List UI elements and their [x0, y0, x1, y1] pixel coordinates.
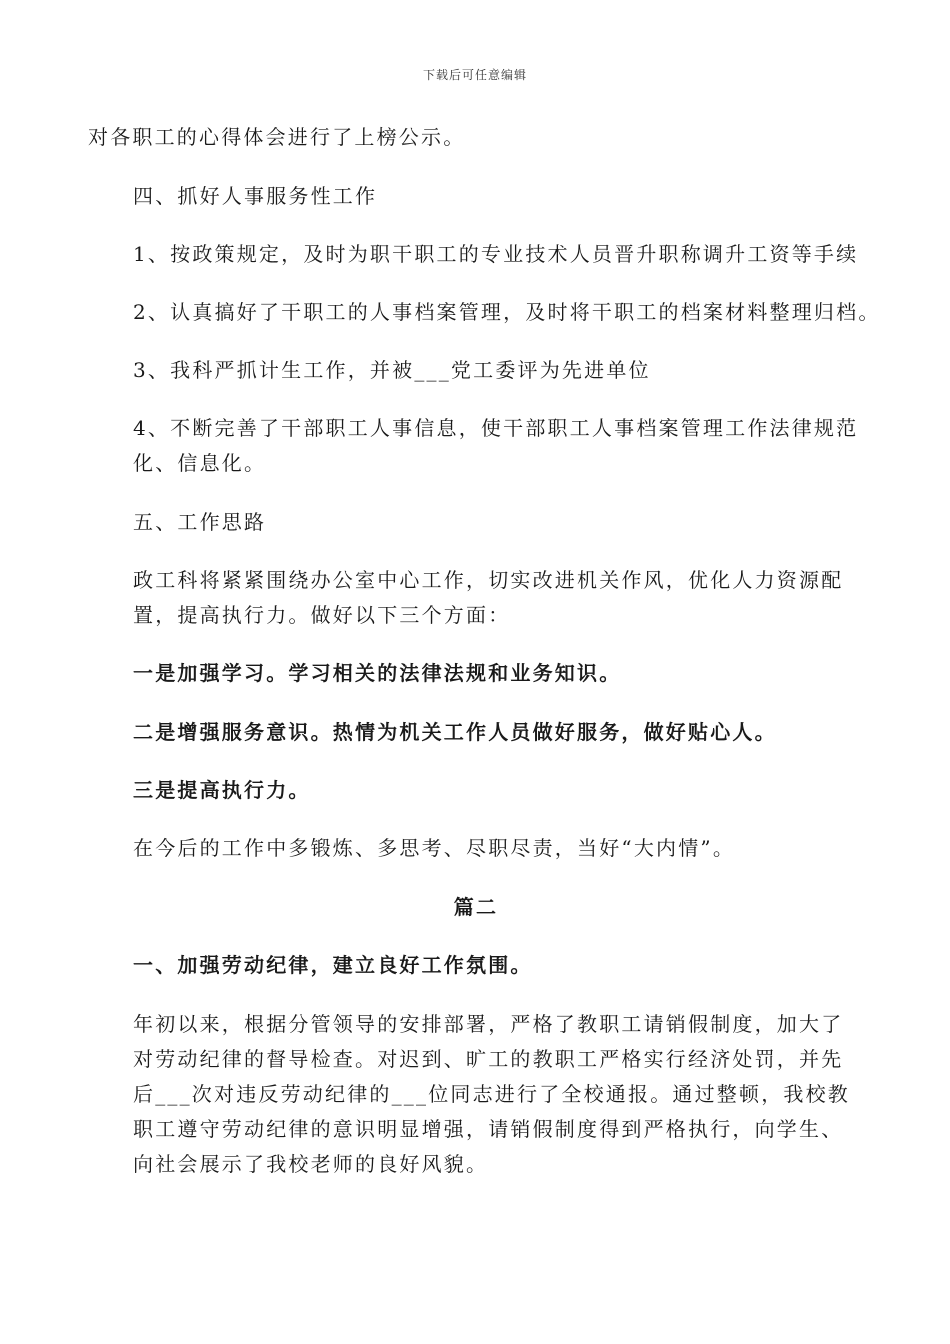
section-heading-5: 五、工作思路: [133, 510, 267, 534]
work-idea-paragraph: 政工科将紧紧围绕办公室中心工作，切实改进机关作风，优化人力资源配置，提高执行力。做好以下三个方面：: [133, 568, 844, 627]
item-3: 3、我科严抓计生工作，并被___党工委评为先进单位: [133, 358, 651, 382]
point-three: 三是提高执行力。: [133, 778, 311, 802]
item-1: 1、按政策规定，及时为职干职工的专业技术人员晋升职称调升工资等手续: [133, 242, 859, 266]
page-header: 下载后可任意编辑: [422, 68, 527, 82]
section-heading-1: 一、加强劳动纪律，建立良好工作氛围。: [133, 953, 533, 977]
document-body: [88, 120, 881, 1182]
point-two: 二是增强服务意识。热情为机关工作人员做好服务，做好贴心人。: [133, 720, 777, 744]
part-two-title: 篇二: [453, 895, 499, 919]
section-heading-4: 四、抓好人事服务性工作: [133, 184, 378, 208]
paragraph-continuation: 对各职工的心得体会进行了上榜公示。: [88, 125, 466, 149]
item-4: 4、不断完善了干部职工人事信息，使干部职工人事档案管理工作法律规范化、信息化。: [133, 416, 859, 475]
item-2: 2、认真搞好了干职工的人事档案管理，及时将干职工的档案材料整理归档。: [133, 300, 881, 324]
labor-discipline-paragraph: 年初以来，根据分管领导的安排部署，严格了教职工请销假制度，加大了对劳动纪律的督导检查。对迟到、旷工的教职工严格实行经济处罚，并先后___次对违反劳动纪律的___位同志进行了全校通报。通过整顿，我校教职工遵守劳动纪律的意识明显增强，请销假制度得到严格执行，向学生、向社会展示了我校老师的良好风貌。: [133, 1012, 850, 1176]
point-one: 一是加强学习。学习相关的法律法规和业务知识。: [133, 661, 622, 685]
closing-paragraph: 在今后的工作中多锻炼、多思考、尽职尽责，当好“大内情”。: [133, 836, 736, 860]
